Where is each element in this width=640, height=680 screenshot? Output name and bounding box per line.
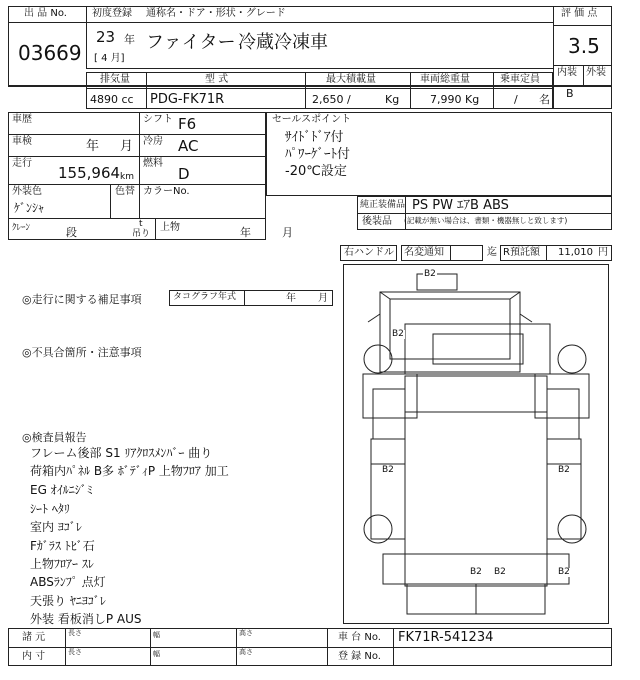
inspector-line-3: EG ｵｲﾙﾆｼﾞﾐ	[30, 483, 93, 497]
genuine-equipment-value: PS PW ｴｱB ABS	[412, 198, 509, 213]
crane-lift: 吊り	[132, 229, 151, 239]
upper-year: 年	[240, 226, 251, 239]
aftermarket-label: 後装品	[362, 216, 392, 227]
sales-point-line-1: ｻｲﾄﾞﾄﾞｱ付	[285, 130, 344, 145]
sales-points-label: セールスポイント	[272, 114, 352, 125]
inspection-month: 月	[120, 139, 134, 154]
deposit-prefix: 迄	[487, 247, 497, 258]
max-load-label: 最大積載量	[326, 74, 376, 85]
max-load-value: 2,650 /	[312, 93, 351, 106]
right-hand-label: 右ハンドル	[344, 247, 394, 258]
inspector-line-10: 外装 看板消しP AUS	[30, 612, 142, 626]
details-area	[8, 112, 266, 240]
width-label-1: 幅	[153, 631, 160, 639]
recycle-label: R預託額	[503, 247, 540, 258]
max-load-unit: Kg	[385, 93, 400, 106]
inspector-line-5: 室内 ﾖｺﾞﾚ	[30, 520, 82, 534]
tachograph-year: 年	[286, 293, 296, 304]
interior-value: B	[566, 87, 574, 100]
tachograph-month: 月	[318, 293, 328, 304]
name-label: 通称名・ドア・形状・グレード	[146, 8, 286, 19]
name-change-label: 名変通知	[404, 247, 444, 258]
aftermarket-note: (記載が無い場合は、書類・機器無しと致します)	[404, 216, 568, 225]
lot-number: 03669	[18, 41, 82, 65]
inspector-line-2: 荷箱内ﾊﾟﾈﾙ B多 ﾎﾞﾃﾞｨP 上物ﾌﾛｱ 加工	[30, 464, 229, 478]
chassis-label: 車 台 No.	[338, 632, 381, 643]
driving-notes-title: ◎走行に関する補足事項	[22, 293, 142, 306]
ac-value: AC	[178, 137, 199, 155]
height-label-2: 高さ	[239, 648, 253, 656]
history-label: 車歴	[12, 114, 32, 125]
crane-stage: 段	[66, 226, 77, 239]
upper-label: 上物	[160, 222, 180, 233]
vehicle-name: ファイター	[146, 32, 236, 53]
inspector-title: ◎検査員報告	[22, 431, 87, 444]
sales-point-line-2: ﾊﾟﾜｰｹﾞｰﾄ付	[285, 147, 351, 162]
dim-label: 内 寸	[22, 651, 46, 662]
gross-weight-label: 車両総重量	[420, 74, 470, 85]
damage-mark-7: B2	[558, 567, 570, 577]
inspector-line-1: フレーム後部 S1 ﾘｱｸﾛｽﾒﾝﾊﾞｰ 曲り	[30, 446, 213, 460]
ac-label: 冷房	[143, 136, 163, 147]
displacement-value: 4890 cc	[90, 93, 134, 106]
first-reg-label: 初度登録	[92, 8, 132, 19]
width-label-2: 幅	[153, 650, 160, 658]
month-value: [ 4 月]	[94, 53, 125, 64]
lot-label: 出 品 No.	[24, 8, 67, 19]
mileage-value: 155,964	[58, 164, 121, 182]
shift-label: シフト	[143, 114, 173, 125]
inspector-line-6: Fｶﾞﾗｽ ﾄﾋﾞ石	[30, 539, 95, 553]
inspector-line-9: 天張り ﾔﾆﾖｺﾞﾚ	[30, 594, 106, 608]
color-no-label: カラーNo.	[143, 186, 190, 197]
model-value: PDG-FK71R	[150, 92, 225, 107]
exterior-label: 外装	[586, 67, 606, 78]
crane-ton: t	[139, 219, 143, 229]
year-unit: 年	[124, 33, 135, 46]
recycle-value: 11,010	[558, 247, 593, 258]
upper-month: 月	[282, 226, 293, 239]
fuel-label: 燃料	[143, 158, 163, 169]
capacity-value: /	[514, 93, 518, 106]
body-type: 冷蔵冷凍車	[238, 32, 328, 53]
damage-mark-5: B2	[470, 567, 482, 577]
inspector-line-4: ｼｰﾄ ﾍﾀﾘ	[30, 502, 70, 516]
damage-mark-4: B2	[558, 465, 570, 475]
mileage-unit: km	[120, 172, 134, 182]
gross-weight-value: 7,990 Kg	[430, 93, 480, 106]
tachograph-label: タコグラフ年式	[173, 292, 237, 302]
sales-point-line-3: -20℃設定	[285, 164, 347, 179]
ext-color-value: ｹﾞﾝｼｬ	[14, 201, 45, 215]
spec-label: 諸 元	[22, 632, 46, 643]
displacement-label: 排気量	[100, 74, 130, 85]
interior-label: 内装	[557, 67, 577, 78]
ext-color-label: 外装色	[12, 186, 42, 197]
defects-title: ◎不具合箇所・注意事項	[22, 346, 142, 359]
capacity-label: 乗車定員	[500, 74, 540, 85]
capacity-unit: 名	[539, 93, 550, 106]
fuel-value: D	[178, 165, 190, 183]
shift-value: F6	[178, 115, 197, 133]
model-label: 型 式	[205, 74, 229, 85]
score-value: 3.5	[568, 34, 600, 58]
mileage-label: 走行	[12, 158, 32, 169]
inspection-year: 年	[86, 139, 100, 154]
damage-mark-6: B2	[494, 567, 506, 577]
damage-mark-3: B2	[382, 465, 394, 475]
color-change-label: 色替	[115, 186, 135, 197]
height-label-1: 高さ	[239, 629, 253, 637]
length-label-2: 長さ	[68, 648, 82, 656]
recycle-unit: 円	[598, 247, 608, 258]
damage-mark-1: B2	[424, 269, 436, 279]
inspector-line-8: ABSﾗﾝﾌﾟ 点灯	[30, 575, 106, 589]
chassis-value: FK71R-541234	[398, 630, 494, 645]
registration-label: 登 録 No.	[338, 651, 381, 662]
inspection-label: 車検	[12, 136, 32, 147]
grade-label: 評 価 点	[561, 8, 598, 19]
genuine-equipment-label: 純正装備品	[360, 200, 406, 210]
crane-label: ｸﾚｰﾝ	[12, 223, 31, 233]
length-label-1: 長さ	[68, 629, 82, 637]
inspector-line-7: 上物ﾌﾛｱｰ ｽﾚ	[30, 557, 94, 571]
damage-mark-2: B2	[392, 329, 404, 339]
year-value: 23	[96, 28, 116, 46]
